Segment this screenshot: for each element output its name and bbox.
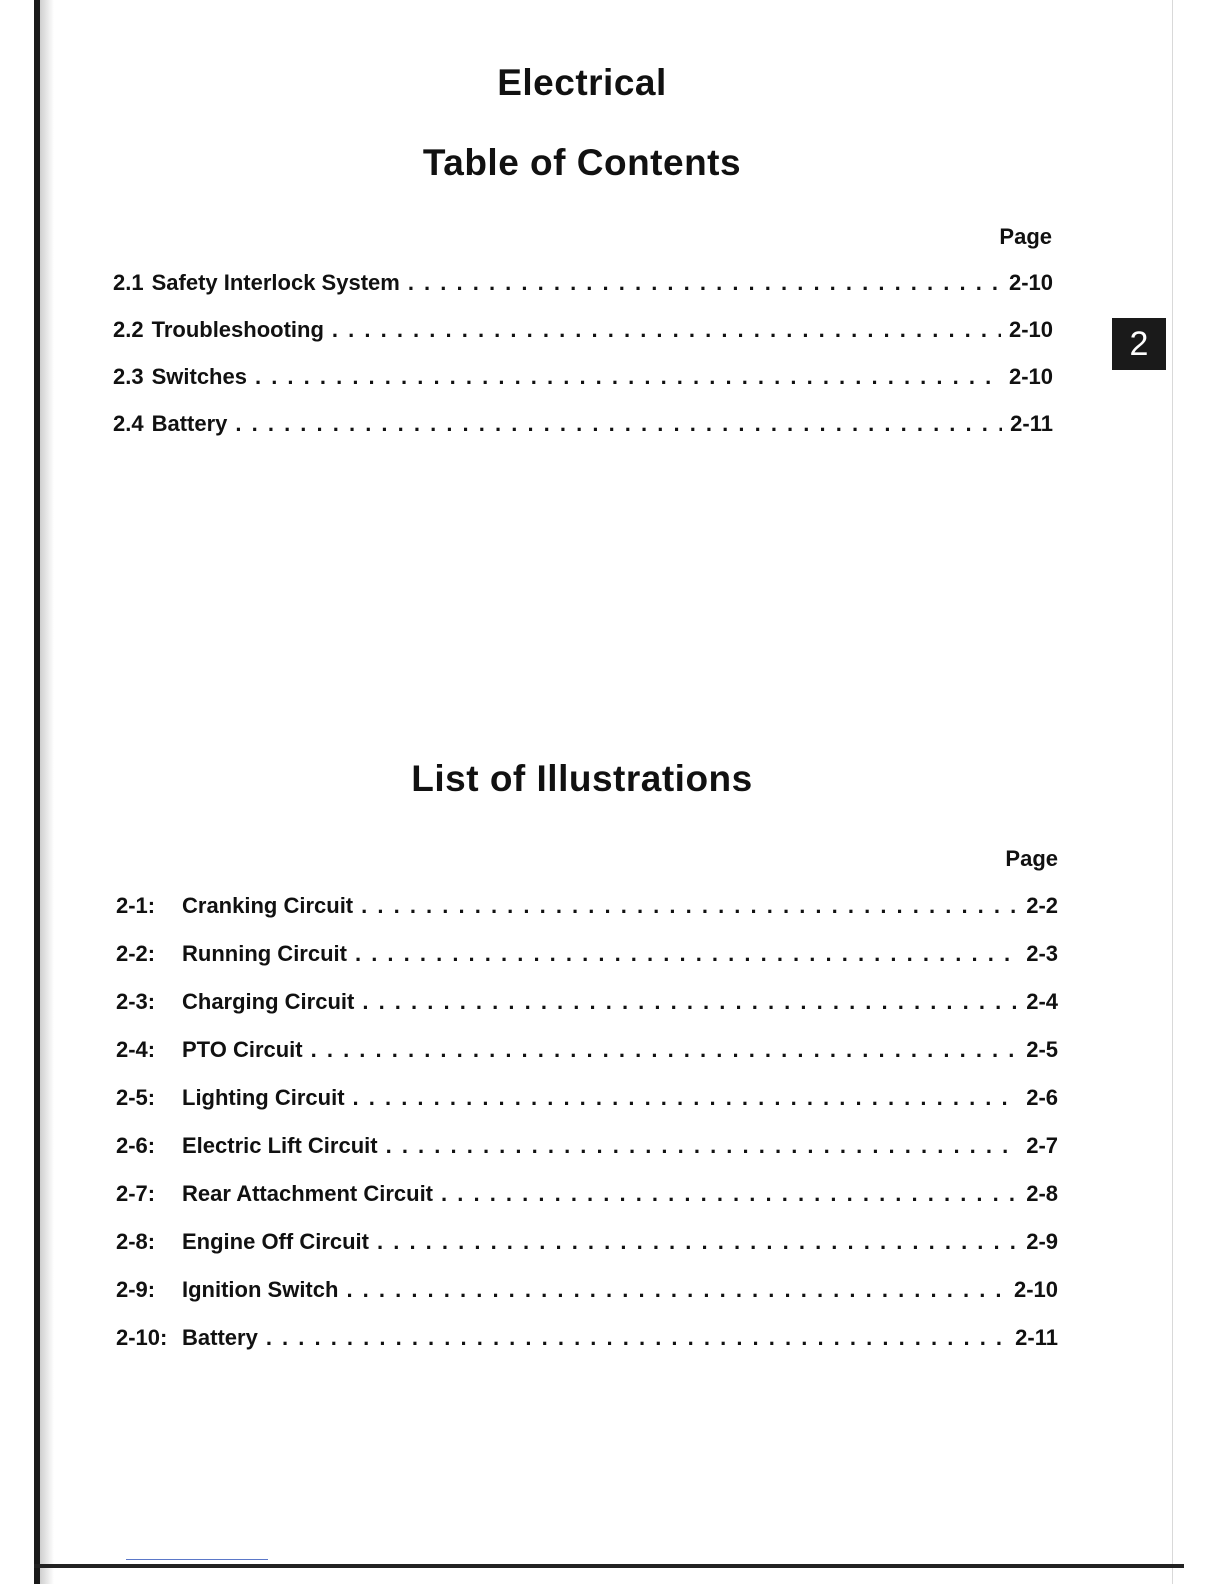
toc-entry-title: Switches — [151, 364, 247, 389]
dot-leader — [266, 1325, 1007, 1351]
loi-entry[interactable] — [116, 1229, 1058, 1255]
toc-entry[interactable] — [113, 317, 1053, 343]
dot-leader — [408, 270, 1001, 296]
dot-leader — [255, 364, 1001, 390]
toc-page-label: Page — [999, 224, 1052, 249]
dot-leader — [361, 893, 1018, 919]
loi-entry-title: Running Circuit — [182, 941, 347, 966]
toc-entry-page: 2-10 — [1008, 270, 1053, 295]
loi-entry-number: 2-8: — [116, 1229, 156, 1254]
toc-entry-title: Battery — [151, 411, 228, 436]
toc-entry-page: 2-10 — [1008, 364, 1053, 389]
loi-entry-title: Engine Off Circuit — [182, 1229, 369, 1254]
loi-entry-page: 2-2 — [1026, 893, 1058, 918]
section-title: Electrical — [497, 62, 667, 103]
loi-entry-number: 2-3: — [116, 989, 156, 1014]
right-page-edge — [1172, 0, 1173, 1584]
loi-entry-number: 2-7: — [116, 1181, 156, 1206]
toc-entry[interactable] — [113, 364, 1053, 390]
toc-entry-page: 2-11 — [1010, 411, 1053, 436]
loi-entry-title: Charging Circuit — [182, 989, 355, 1014]
loi-entry-number: 2-5: — [116, 1085, 156, 1110]
dot-leader — [362, 989, 1018, 1015]
loi-entry-title: Cranking Circuit — [182, 893, 354, 918]
dot-leader — [235, 411, 1002, 437]
toc-entry-number: 2.2 — [113, 317, 144, 342]
loi-entry-page: 2-6 — [1026, 1085, 1058, 1110]
toc-entry-title: Safety Interlock System — [151, 270, 400, 295]
loi-entry[interactable] — [116, 1133, 1058, 1159]
loi-entry-number: 2-1: — [116, 893, 156, 918]
loi-entry-number: 2-4: — [116, 1037, 156, 1062]
loi-entry-number: 2-6: — [116, 1133, 156, 1158]
loi-entry-title: Battery — [182, 1325, 258, 1350]
loi-entry[interactable] — [116, 1037, 1058, 1063]
loi-title: List of Illustrations — [411, 758, 753, 799]
toc-title: Table of Contents — [422, 142, 742, 183]
toc-entry[interactable] — [113, 411, 1053, 437]
loi-entry[interactable] — [116, 1181, 1058, 1207]
toc-entry[interactable] — [113, 270, 1053, 296]
loi-entry[interactable] — [116, 893, 1058, 919]
dot-leader — [311, 1037, 1019, 1063]
loi-page-label: Page — [1005, 846, 1058, 871]
toc-entry-number: 2.3 — [113, 364, 144, 389]
loi-entry-page: 2-4 — [1026, 989, 1058, 1014]
loi-entry-page: 2-11 — [1015, 1325, 1058, 1350]
loi-entry-number: 2-2: — [116, 941, 156, 966]
footer-rule — [126, 1559, 268, 1560]
loi-entry[interactable] — [116, 1325, 1058, 1351]
loi-entry-page: 2-7 — [1026, 1133, 1058, 1158]
loi-entry-number: 2-10: — [116, 1325, 168, 1350]
loi-entry-page: 2-10 — [1013, 1277, 1058, 1302]
toc-entry-page: 2-10 — [1008, 317, 1053, 342]
dot-leader — [355, 941, 1018, 967]
loi-entry-title: Lighting Circuit — [182, 1085, 345, 1110]
loi-entry[interactable] — [116, 989, 1058, 1015]
loi-entry[interactable] — [116, 1085, 1058, 1111]
loi-entry[interactable] — [116, 941, 1058, 967]
dot-leader — [441, 1181, 1018, 1207]
toc-entry-number: 2.4 — [113, 411, 144, 436]
dot-leader — [386, 1133, 1019, 1159]
chapter-tab-marker: 2 — [1112, 318, 1166, 370]
loi-entry-page: 2-3 — [1026, 941, 1058, 966]
loi-entry-number: 2-9: — [116, 1277, 156, 1302]
loi-entry[interactable] — [116, 1277, 1058, 1303]
dot-leader — [332, 317, 1001, 343]
dot-leader — [377, 1229, 1018, 1255]
dot-leader — [346, 1277, 1006, 1303]
loi-entry-page: 2-5 — [1026, 1037, 1058, 1062]
toc-entry-title: Troubleshooting — [151, 317, 324, 342]
loi-entry-title: Rear Attachment Circuit — [182, 1181, 434, 1206]
loi-entry-title: Electric Lift Circuit — [182, 1133, 378, 1158]
toc-entry-number: 2.1 — [113, 270, 144, 295]
loi-entry-page: 2-9 — [1026, 1229, 1058, 1254]
loi-entry-title: PTO Circuit — [182, 1037, 303, 1062]
dot-leader — [353, 1085, 1019, 1111]
loi-entry-page: 2-8 — [1026, 1181, 1058, 1206]
bottom-page-edge — [34, 1564, 1184, 1568]
loi-entry-title: Ignition Switch — [182, 1277, 339, 1302]
